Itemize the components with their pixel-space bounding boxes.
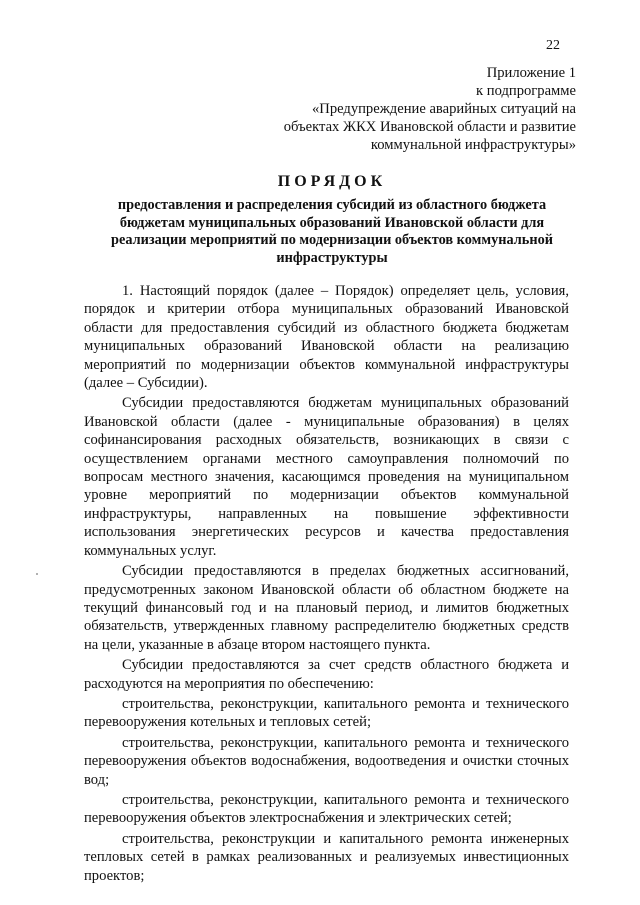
subtitle-line: предоставления и распределения субсидий из областного бюджета (117, 197, 547, 213)
appendix-line: к подпрограмме (476, 83, 576, 99)
paragraph: Субсидии предоставляются бюджетам муниципальных образований Ивановской области (далее - муниципальные образования) в целях софинансирования расходных обязательств, возникающих в связи с осуществлением органами местного самоуправления полномочий по вопросам местного значения, касающимся проведения на муниципальном уровне мероприятий по модернизации объектов коммунальной инфраструктуры, направленных на повышение эффективности использования энергетических ресурсов и качества предоставления коммунальных услуг. (84, 395, 569, 559)
page-number: 22 (546, 38, 560, 53)
paragraph: Субсидии предоставляются за счет средств областного бюджета и расходуются на мероприятия по обеспечению: (84, 657, 569, 692)
subtitle-line: реализации мероприятий по модернизации объектов коммунальной (111, 232, 553, 248)
document-subtitle (90, 197, 574, 267)
appendix-line: коммунальной инфраструктуры» (370, 137, 576, 153)
paragraph: строительства, реконструкции, капитального ремонта и технического перевооружения объектов водоснабжения, водоотведения и очистки сточных вод; (84, 734, 569, 788)
scan-speck (36, 573, 38, 575)
appendix-line: объектах ЖКХ Ивановской области и развитие (283, 119, 576, 135)
paragraph: 1. Настоящий порядок (далее – Порядок) определяет цель, условия, порядок и критерии отбора муниципальных образований Ивановской области для предоставления субсидий из областного бюджета бюджетам муниципальных образований Ивановской области на реализацию мероприятий по модернизации объектов коммунальной инфраструктуры (далее – Субсидии). (84, 283, 569, 392)
paragraph: строительства, реконструкции и капитального ремонта инженерных тепловых сетей в рамках реализованных и реализуемых инвестиционных проектов; (84, 830, 569, 884)
subtitle-line: бюджетам муниципальных образований Ивановской области для (119, 214, 545, 231)
paragraph: строительства, реконструкции, капитального ремонта и технического перевооружения объектов электроснабжения и электрических сетей; (84, 791, 569, 827)
appendix-line: Приложение 1 (486, 65, 576, 81)
subtitle-line: инфраструктуры (276, 249, 388, 266)
appendix-header (246, 64, 576, 154)
appendix-line: «Предупреждение аварийных ситуаций на (311, 101, 576, 117)
title-block (90, 172, 574, 267)
document-title: ПОРЯДОК (277, 173, 387, 190)
paragraph: строительства, реконструкции, капитального ремонта и технического перевооружения котельных и тепловых сетей; (84, 695, 569, 731)
paragraph: Субсидии предоставляются в пределах бюджетных ассигнований, предусмотренных законом Ивановской области об областном бюджете на текущий финансовый год и на плановый период, и лимитов бюджетных обязательств, утвержденных главному распределителю бюджетных средств на цели, указанные в абзаце втором настоящего пункта. (84, 563, 569, 653)
body-text (84, 282, 569, 887)
